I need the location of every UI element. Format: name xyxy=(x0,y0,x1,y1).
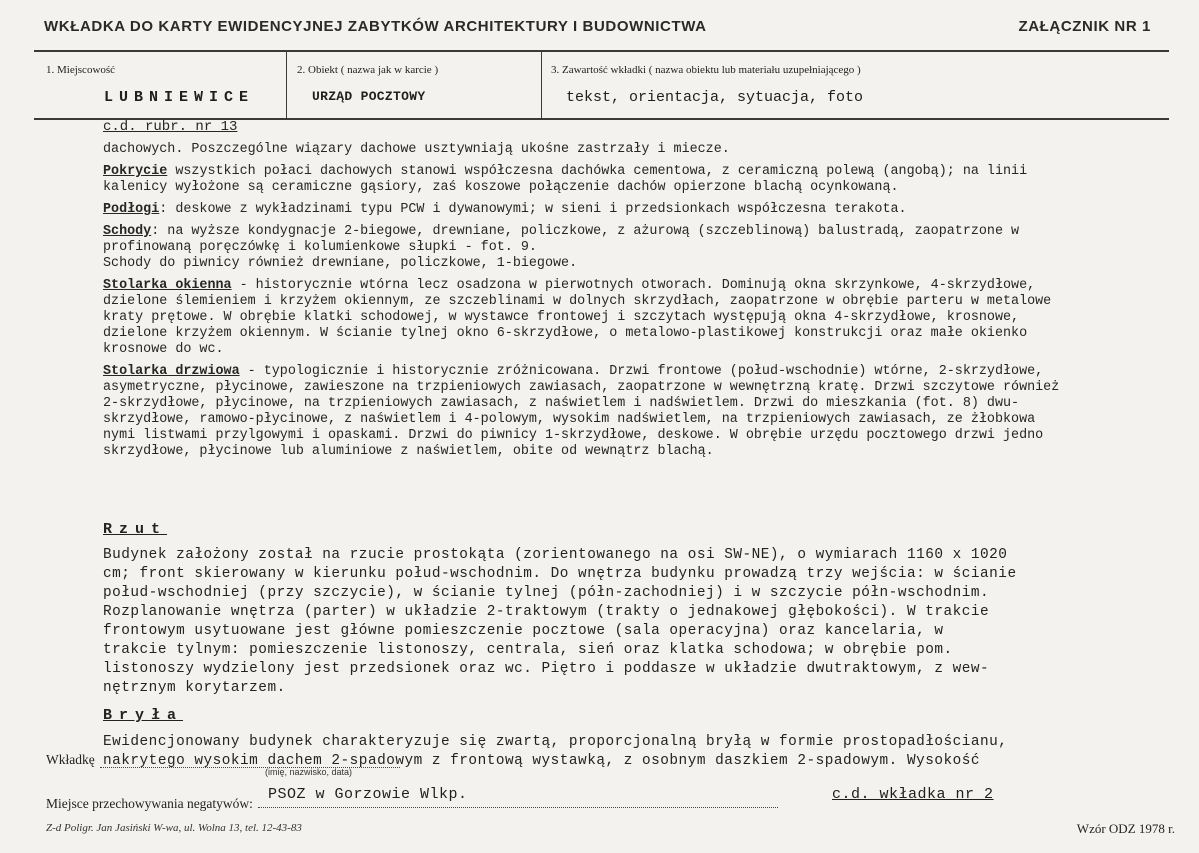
heading-pokrycie: Pokrycie xyxy=(103,164,168,179)
heading-stolarka-drzwiowa: Stolarka drzwiowa xyxy=(103,364,240,379)
text-line: dzielone ślemieniem i krzyżem okiennym, ze szczeblinami w dolnych skrzydłach, zaopatrzone w obrębie parteru w metalowe xyxy=(103,294,1052,309)
heading-stolarka-okienna: Stolarka okienna xyxy=(103,278,232,293)
heading-schody: Schody xyxy=(103,224,152,239)
paragraph-podlogi xyxy=(103,202,1123,218)
text-line: cm; front skierowany w kierunku połud-wschodnim. Do wnętrza budynku prowadzą trzy wejścia: w ścianie xyxy=(103,566,1017,582)
text-line: listonoszy wydzielony jest przedsionek oraz wc. Piętro i poddasze w układzie dwutraktowym, z wew- xyxy=(103,661,990,677)
obiekt-value: URZĄD POCZTOWY xyxy=(312,89,426,104)
text-line: nymi listwami przylgowymi i opaskami. Drzwi do piwnicy 1-skrzydłowe, deskowe. W obrębie urzędu pocztowego drzwi jedno xyxy=(103,428,1044,443)
text-line: połud-wschodniej (przy szczycie), w ścianie tylnej (półn-zachodniej) i w szczycie półn-wschodnim. xyxy=(103,585,990,601)
zawartosc-value: tekst, orientacja, sytuacja, foto xyxy=(566,89,864,106)
attachment-number: ZAŁĄCZNIK NR 1 xyxy=(1018,18,1151,35)
paragraph-schody xyxy=(103,224,1123,240)
continuation-next: c.d. wkładka nr 2 xyxy=(832,786,994,803)
printer-info: Z-d Poligr. Jan Jasiński W-wa, ul. Wolna 13, tel. 12-43-83 xyxy=(46,822,302,834)
miejscowosc-label: 1. Miejscowość xyxy=(46,64,116,76)
negatywy-line xyxy=(258,806,778,808)
text-line: kalenicy wyłożone są ceramiczne gąsiory, zaś koszowe połączenie dachów opierzone blachą ocynkowaną. xyxy=(103,180,899,195)
text-line: kraty prętowe. W obrębie klatki schodowej, w wystawce frontowej i szczytach występują okna 4-skrzydłowe, krosnowe, xyxy=(103,310,1020,325)
text-line: : deskowe z wykładzinami typu PCW i dywanowymi; w sieni i przedsionkach współczesna terakota. xyxy=(159,202,907,217)
text-line: 2-skrzydłowe, płycinowe, na trzpieniowych zawiasach, z naświetlem i nadświetlem. Drzwi do mieszkania (fot. 8) dwu- xyxy=(103,396,1020,411)
heading-bryla: Bryła xyxy=(103,707,184,724)
rzut-text xyxy=(103,546,1143,698)
wkladke-label: Wkładkę xyxy=(46,752,95,767)
paragraph-okienna xyxy=(103,278,1123,294)
text-line: dzielone krzyżem okiennym. W ścianie tylnej okno 6-skrzydłowe, o metalowo-plastikowej konstrukcji oraz małe okienko xyxy=(103,326,1028,341)
text-line: - historycznie wtórna lecz osadzona w pierwotnych otworach. Dominują okna skrzynkowe, 4-skrzydłowe, xyxy=(231,278,1036,293)
text-line: frontowym usytuowane jest główne pomieszczenie pocztowe (sala operacyjna) oraz kancelaria, w xyxy=(103,623,944,639)
text-line: Ewidencjonowany budynek charakteryzuje się zwartą, proporcjonalną bryłą w formie prostopadłościanu, xyxy=(103,734,1008,750)
text-line: asymetryczne, płycinowe, zawieszone na trzpieniowych zawiasach, zaopatrzone w wewnętrzną kratę. Drzwi szczytowe również xyxy=(103,380,1060,395)
field-divider-1 xyxy=(286,52,287,118)
text-line: Schody do piwnicy również drewniane, policzkowe, 1-biegowe. xyxy=(103,256,578,271)
form-version: Wzór ODZ 1978 r. xyxy=(1076,821,1175,836)
negatywy-label: Miejsce przechowywania negatywów: xyxy=(46,796,253,811)
text-line: skrzydłowe, płycinowe lub aluminiowe z naświetlem, obite od wewnątrz blachą. xyxy=(103,444,714,459)
continuation-rubric: c.d. rubr. nr 13 xyxy=(103,119,238,135)
description-text xyxy=(103,119,1123,460)
heading-podlogi: Podłogi xyxy=(103,202,160,217)
obiekt-label: 2. Obiekt ( nazwa jak w karcie ) xyxy=(297,64,439,76)
field-divider-2 xyxy=(541,52,542,118)
text-line: profinowaną poręczówkę i kolumienkowe słupki - fot. 9. xyxy=(103,240,537,255)
paragraph-pokrycie xyxy=(103,164,1123,180)
header-rule-top xyxy=(34,50,1169,52)
form-title: WKŁADKA DO KARTY EWIDENCYJNEJ ZABYTKÓW ARCHITEKTURY I BUDOWNICTWA xyxy=(44,18,707,35)
paragraph-drzwiowa xyxy=(103,364,1123,380)
text-line: trakcie tylnym: pomieszczenie listonoszy, centrala, sień oraz klatka schodowa; w obrębie pom. xyxy=(103,642,953,658)
text-line: Budynek założony został na rzucie prostokąta (zorientowanego na osi SW-NE), o wymiarach 1160 x 1020 xyxy=(103,547,1008,563)
text-line: wszystkich połaci dachowych stanowi współczesna dachówka cementowa, z ceramiczną polewą (angobą); na linii xyxy=(167,164,1028,179)
text-line: krosnowe do wc. xyxy=(103,342,224,357)
text-line: nakrytego wysokim dachem 2-spadowym z frontową wystawką, z osobnym daszkiem 2-spadowym. Wysokość xyxy=(103,753,981,769)
signature-hint: (imię, nazwisko, data) xyxy=(265,767,353,777)
zawartosc-label: 3. Zawartość wkładki ( nazwa obiektu lub materiału uzupełniającego ) xyxy=(551,64,861,76)
miejscowosc-value: LUBNIEWICE xyxy=(104,89,255,106)
text-line: nętrznym korytarzem. xyxy=(103,680,286,696)
text-line: - typologicznie i historycznie zróżnicowana. Drzwi frontowe (połud-wschodnie) wtórne, 2-skrzydłowe, xyxy=(239,364,1044,379)
text-line: skrzydłowe, ramowo-płycinowe, z naświetlem i 4-polowym, wysokim nadświetlem, na trzpieniowych zawiasach, ze żłobkowa xyxy=(103,412,1036,427)
heading-rzut: Rzut xyxy=(103,521,168,538)
text-line: : na wyższe kondygnacje 2-biegowe, drewniane, policzkowe, z ażurową (szczeblinową) balustradą, zaopatrzone w xyxy=(151,224,1020,239)
signature-line xyxy=(100,766,400,768)
paragraph-dachowych: dachowych. Poszczególne wiązary dachowe usztywniają ukośne zastrzały i miecze. xyxy=(103,142,730,157)
negatywy-value: PSOZ w Gorzowie Wlkp. xyxy=(268,786,468,803)
text-line: Rozplanowanie wnętrza (parter) w układzie 2-traktowym (trakty o jednakowej głębokości). W trakcie xyxy=(103,604,990,620)
